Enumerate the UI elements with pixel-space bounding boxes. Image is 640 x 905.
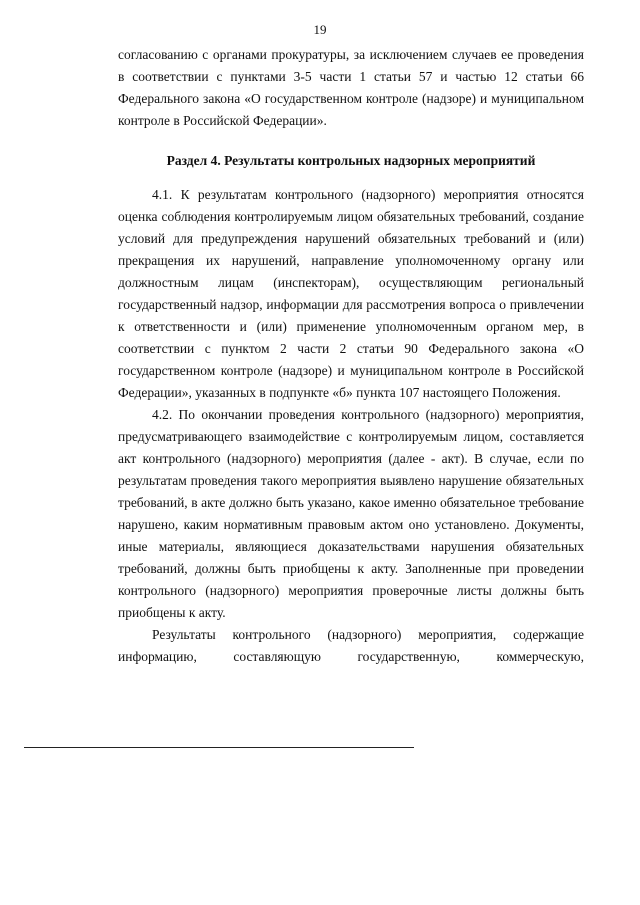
paragraph-results: Результаты контрольного (надзорного) мероприятия, содержащие информацию, составляющую государственную, коммерческую, xyxy=(118,627,584,664)
paragraph-continuation: согласованию с органами прокуратуры, за исключением случаев ее проведения в соответствии с пунктами 3-5 части 1 статьи 57 и частью 12 статьи 66 Федерального закона «О государственном контроле (надзоре) и муниципальном контроле в Российской Федерации». xyxy=(118,47,584,128)
document-body xyxy=(118,44,584,668)
footer-rule xyxy=(24,747,414,748)
section-heading: Раздел 4. Результаты контрольных надзорных мероприятий xyxy=(166,153,536,168)
paragraph-4-1: 4.1. К результатам контрольного (надзорного) мероприятия относятся оценка соблюдения контролируемым лицом обязательных требований, создание условий для предупреждения нарушений обязательных требований и (или) прекращения их нарушений, направление уполномоченному органу или должностным лицам (инспекторам), осуществляющим региональный государственный надзор, информации для рассмотрения вопроса о привлечении к ответственности и (или) применение уполномоченным органом мер, в соответствии с пунктом 2 части 2 статьи 90 Федерального закона «О государственном контроле (надзоре) и муниципальном контроле в Российской Федерации», указанных в подпункте «б» пункта 107 настоящего Положения. xyxy=(118,187,584,400)
paragraph-4-2: 4.2. По окончании проведения контрольного (надзорного) мероприятия, предусматривающего взаимодействие с контролируемым лицом, составляется акт контрольного (надзорного) мероприятия (далее - акт). В случае, если по результатам проведения такого мероприятия выявлено нарушение обязательных требований, в акте должно быть указано, какое именно обязательное требование нарушено, каким нормативным правовым актом оно установлено. Документы, иные материалы, являющиеся доказательствами нарушения обязательных требований, должны быть приобщены к акту. Заполненные при проведении контрольного (надзорного) мероприятия проверочные листы должны быть приобщены к акту. xyxy=(118,407,584,620)
page-number: 19 xyxy=(313,22,327,37)
